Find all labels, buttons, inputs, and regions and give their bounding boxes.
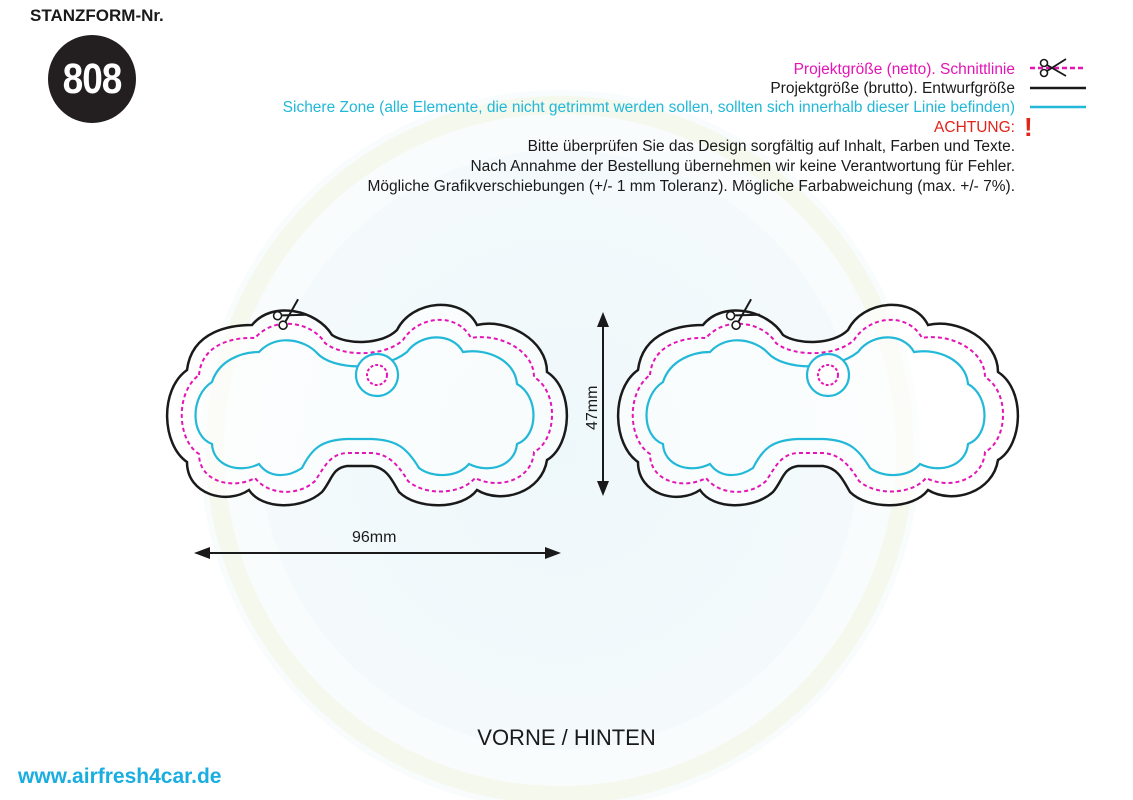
legend-safe-zone-text: Sichere Zone (alle Elemente, die nicht getrimmt werden sollen, sollten sich innerhalb dieser Linie befinden): [282, 99, 1015, 116]
front-shape: [167, 299, 567, 505]
legend-netto-text: Projektgröße (netto). Schnittlinie: [793, 61, 1015, 78]
hanger-hole-safe: [807, 354, 849, 396]
legend-warning-text: ACHTUNG:: [934, 119, 1015, 136]
form-number: 808: [62, 54, 122, 102]
height-dimension-label: 47mm: [584, 385, 601, 430]
note-line-1: Bitte überprüfen Sie das Design sorgfältig auf Inhalt, Farben und Texte.: [527, 138, 1015, 155]
hanger-hole-safe: [356, 354, 398, 396]
width-dimension-arrow: [194, 547, 561, 559]
warning-mark: !: [1024, 112, 1033, 142]
website-link[interactable]: www.airfresh4car.de: [18, 765, 222, 788]
note-line-3: Mögliche Grafikverschiebungen (+/- 1 mm Toleranz). Mögliche Farbabweichung (max. +/- 7%).: [367, 178, 1015, 195]
legend-brutto-text: Projektgröße (brutto). Entwurfgröße: [770, 80, 1015, 97]
note-line-2: Nach Annahme der Bestellung übernehmen wir keine Verantwortung für Fehler.: [470, 158, 1015, 175]
width-dimension-label: 96mm: [352, 529, 397, 546]
back-shape: [618, 299, 1018, 505]
stanzform-label: STANZFORM-Nr.: [30, 6, 164, 25]
view-label: VORNE / HINTEN: [477, 725, 656, 750]
